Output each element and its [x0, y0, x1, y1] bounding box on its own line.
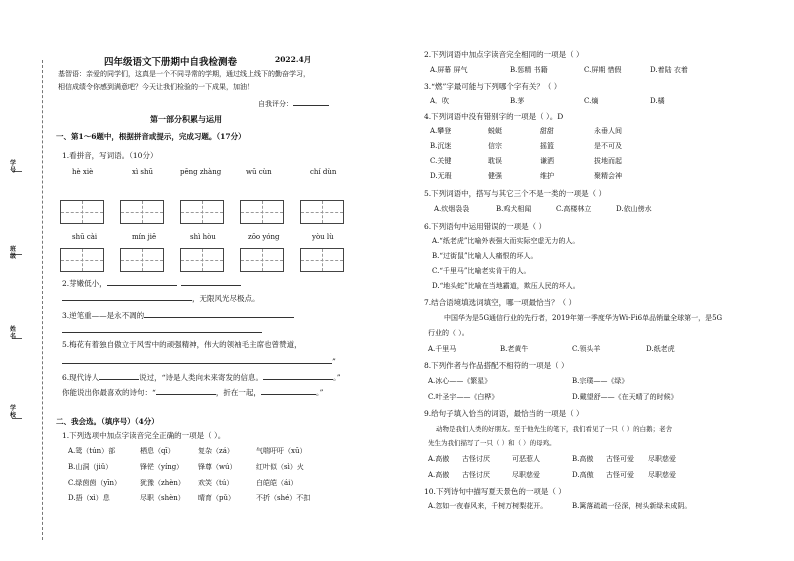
option[interactable]: 甜甜	[540, 127, 554, 135]
question-2-cont: ，无限风光尽极点。	[62, 293, 260, 303]
part-title: 第一部分积累与运用	[150, 114, 222, 124]
option[interactable]: C.叶圣宇——《白桦》	[428, 393, 499, 401]
question-r4: 4.下列词语中没有错别字的一项是（ ）。D	[424, 112, 564, 121]
option[interactable]: C.“千里马”比喻老实肯干的人。	[432, 267, 531, 275]
option[interactable]: A.“纸老虎”比喻外表强大而实际空虚无力的人。	[432, 237, 580, 245]
option[interactable]: 聚精会神	[594, 172, 622, 180]
pinyin: chí dùn	[310, 168, 337, 176]
pinyin: xì shū	[132, 168, 154, 176]
writing-box[interactable]	[300, 248, 344, 272]
option[interactable]: C.屏期 惜假	[584, 66, 622, 74]
margin-label-class: 班级	[9, 246, 16, 260]
pinyin: mín jiē	[132, 233, 157, 241]
self-evaluation: 自我评分：	[258, 98, 329, 109]
option[interactable]: D.依山傍水	[616, 205, 652, 213]
option[interactable]: B.茅	[510, 97, 525, 105]
writing-box[interactable]	[240, 200, 284, 224]
binding-line	[42, 60, 43, 540]
option[interactable]: B.惩精 书籍	[510, 66, 548, 74]
option[interactable]: 尽职（shèn）	[140, 494, 185, 502]
option[interactable]: A.高傲	[428, 455, 450, 463]
option[interactable]: 是不可及	[594, 142, 622, 150]
writing-box[interactable]	[120, 200, 164, 224]
option[interactable]: 谦洒	[540, 157, 554, 165]
writing-box[interactable]	[240, 248, 284, 272]
option[interactable]: C.熵	[584, 97, 599, 105]
section-1-title: 一、第1～6题中，根据拼音或提示，完成习题。（17分）	[56, 132, 246, 141]
pinyin: hè xiè	[72, 168, 94, 176]
writing-box[interactable]	[60, 200, 104, 224]
option[interactable]: A.攀登	[430, 127, 452, 135]
question-1-label: 1.看拼音，写词语。（10分）	[62, 151, 158, 160]
option[interactable]: A.鸳（tún）部	[68, 447, 116, 455]
pinyin: zōo yóng	[248, 233, 280, 241]
writing-box[interactable]	[60, 248, 104, 272]
pinyin: wū cùn	[246, 168, 272, 176]
option[interactable]: 蜕蜓	[488, 127, 502, 135]
option[interactable]: 尽职慈爱	[512, 471, 540, 479]
option[interactable]: 不折（shé）不扣	[256, 494, 311, 502]
option[interactable]: D.高傲	[572, 471, 594, 479]
option[interactable]: D.捂（xì）息	[68, 494, 110, 502]
writing-box[interactable]	[180, 248, 224, 272]
pinyin: shū cài	[72, 233, 98, 241]
option[interactable]: 锋尊（wú）	[198, 463, 237, 471]
option[interactable]: 古怪可爱	[606, 455, 634, 463]
option[interactable]: A.高傲	[428, 471, 450, 479]
option[interactable]: 古怪讨厌	[462, 471, 490, 479]
option[interactable]: B.老黄牛	[500, 345, 529, 353]
option[interactable]: A.千里马	[428, 345, 457, 353]
exam-title: 四年级语文下册期中自我检测卷	[104, 57, 238, 68]
option[interactable]: B.鸡犬相闻	[496, 205, 532, 213]
option[interactable]: B.山洞（jiǔ）	[68, 463, 113, 471]
question-r7-text: 中国华为是5G通信行业的先行者，2019年第一季度华为Wi-Fi6单品销量全球第一，是5G	[444, 314, 723, 322]
option[interactable]: D.“地头蛇”比喻在当地霸道，欺压人民的坏人。	[432, 282, 580, 290]
question-r8: 8.下列作者与作品搭配不相符的一项是（ ）	[424, 361, 569, 370]
option[interactable]: 永垂人间	[594, 127, 622, 135]
section-2-question-1: 1.下列选项中加点字读音完全正确的一项是（ ）。	[62, 431, 226, 440]
question-r10: 10.下列诗句中描写夏天景色的一项是（ ）	[424, 487, 566, 496]
question-r2: 2.下列词语中加点字读音完全相同的一项是（ ）	[424, 50, 584, 59]
option[interactable]: C.绿茵茵（yīn）	[68, 479, 122, 487]
question-r7: 7.结合语境填选词填空，哪一项最恰当？（ ）	[424, 298, 577, 307]
option[interactable]: C.领头羊	[572, 345, 601, 353]
option[interactable]: 欢笑（tú）	[198, 479, 234, 487]
option[interactable]: 红叶似（sì）火	[256, 463, 304, 471]
option[interactable]: D.纸老虎	[646, 345, 675, 353]
margin-label-student-id: 学号	[9, 160, 16, 174]
option[interactable]: 犹豫（zhèn）	[140, 479, 185, 487]
option[interactable]: 复杂（zá）	[198, 447, 234, 455]
option[interactable]: A．吹	[430, 97, 450, 105]
option[interactable]: D.着陆 衣着	[650, 66, 688, 74]
option[interactable]: 健强	[488, 172, 502, 180]
pinyin: shì hòu	[190, 233, 216, 241]
option[interactable]: 晴育（pǔ）	[198, 494, 235, 502]
question-r7-text: 行业的（ ）。	[428, 329, 469, 337]
pinyin: pēng zhàng	[180, 168, 222, 176]
option[interactable]: 拔地而起	[594, 157, 622, 165]
question-r5: 5.下列词语中，搭写与其它三个不是一类的一项是（ ）	[424, 189, 607, 198]
question-4: 5.梅花有着独自傲立于风雪中的顽强精神，伟大的领袖毛主席也曾赞道，	[62, 340, 302, 349]
option[interactable]: 气喘吁吁（xū）	[256, 447, 307, 455]
section-2-title: 二、我会选。（填序号）（4分）	[56, 417, 159, 426]
option[interactable]: A.冰心——《繁星》	[428, 377, 492, 385]
option[interactable]: 维护	[540, 172, 554, 180]
option[interactable]: 信宗	[488, 142, 502, 150]
margin-label-name: 姓名	[9, 326, 16, 340]
question-r3: 3.“燃”字最可能与下列哪个字有关？（ ）	[424, 82, 562, 91]
option[interactable]: 锋铓（yíng）	[140, 463, 184, 471]
option[interactable]: B.“过街鼠”比喻人人痛恨的坏人。	[432, 252, 538, 260]
option[interactable]: B.高傲	[572, 455, 594, 463]
pinyin: yòu lù	[312, 233, 334, 241]
option[interactable]: 古怪可爱	[606, 471, 634, 479]
option[interactable]: A.忽如一夜春风来，千树万树梨花开。	[428, 502, 548, 510]
option[interactable]: 耽误	[488, 157, 502, 165]
option[interactable]: C.关键	[430, 157, 452, 165]
writing-box[interactable]	[120, 248, 164, 272]
option[interactable]: D.橘	[650, 97, 665, 105]
option[interactable]: B.篱落疏疏一径深，树头新绿未成阴。	[572, 502, 692, 510]
option[interactable]: 可恶惹人	[512, 455, 540, 463]
option[interactable]: 白皑皑（ái）	[256, 479, 298, 487]
option[interactable]: 古怪讨厌	[462, 455, 490, 463]
question-4-cont: ”	[62, 356, 336, 366]
option[interactable]: B.沉迷	[430, 142, 452, 150]
question-r9: 9.给句子填入恰当的词语，最恰当的一项是（ ）	[424, 409, 584, 418]
greeting-line-2: 相信成绩令你感到满意吧？今天让我们检验的一下成果，加油！	[58, 83, 254, 91]
question-5: 6.现代诗人 说过，“诗是人类向未来寄发的信息。 。”	[62, 373, 341, 382]
writing-box[interactable]	[300, 200, 344, 224]
question-r9-text: 先生为我们描写了一只（ ）和（ ）的母鸡。	[428, 439, 556, 447]
question-3-cont	[62, 325, 262, 335]
exam-date: 2022.4月	[275, 55, 312, 64]
question-2: 2.芽嫩低小，	[62, 278, 241, 288]
question-5-cont: 你能说出你最喜欢的诗句：“ ，折在一起， 。”	[62, 388, 324, 397]
option[interactable]: B.宗璞——《绿》	[572, 377, 629, 385]
question-r6: 6.下列语句中运用错误的一项是（ ）	[424, 222, 547, 231]
question-r9-text: 动物是我们人类的好朋友。至于他先生的笔下，我们看见了一只（ ）的白鹅；老舍	[436, 425, 673, 433]
option[interactable]: D.戴望舒——《在天晴了的时候》	[572, 393, 678, 401]
greeting-line-1: 基智语：亲爱的同学们，这真是一个不同寻常的学期，通过线上线下的勤奋学习，	[58, 70, 310, 78]
question-3: 3.逆笔重——是永不凋的	[62, 310, 294, 320]
margin-label-school: 学校	[9, 405, 16, 419]
option[interactable]: C.高楼林立	[556, 205, 592, 213]
option[interactable]: 尽职慈爱	[648, 471, 676, 479]
writing-box[interactable]	[180, 200, 224, 224]
option[interactable]: 尽职慈爱	[648, 455, 676, 463]
option[interactable]: D.无瑕	[430, 172, 452, 180]
option[interactable]: A.炊烟袅袅	[434, 205, 470, 213]
option[interactable]: A.屏幕 屏气	[430, 66, 468, 74]
option[interactable]: 摇篮	[540, 142, 554, 150]
option[interactable]: 栖息（qī）	[140, 447, 175, 455]
